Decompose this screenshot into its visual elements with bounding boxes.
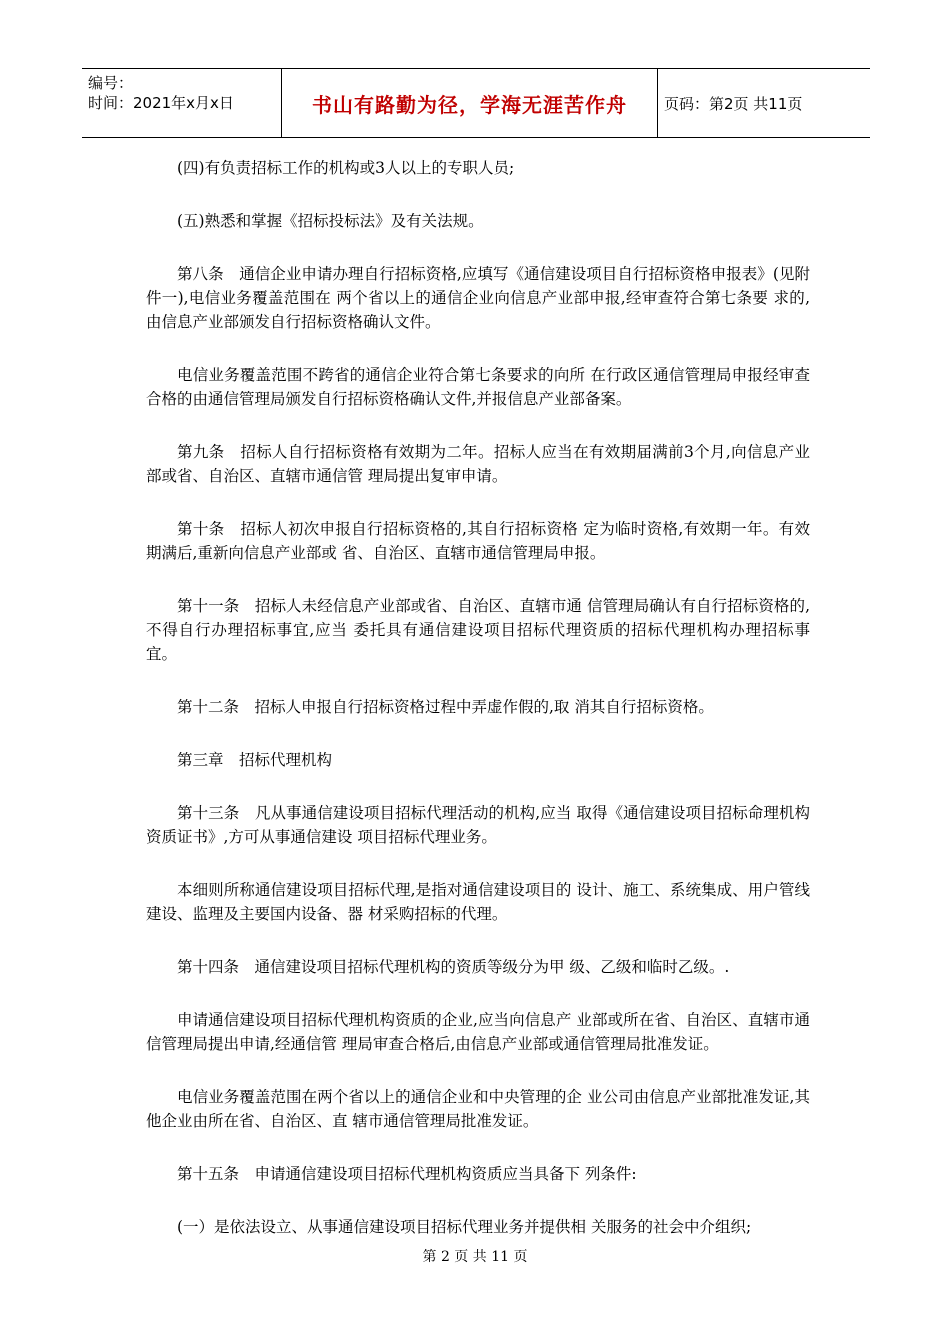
date-line: 时间：2021年x月x日 [88, 94, 234, 112]
paragraph: (四)有负责招标工作的机构或3人以上的专职人员; [177, 159, 515, 177]
chapter-heading: 第三章 招标代理机构 [177, 751, 333, 769]
paragraph: 本细则所称通信建设项目招标代理,是指对通信建设项目的 设计、施工、系统集成、用户管线建设、监理及主要国内设备、器 材采购招标的代理。 [146, 881, 810, 923]
header-meta [82, 69, 282, 137]
serial-label: 编号： [88, 74, 134, 92]
paragraph: 第九条 招标人自行招标资格有效期为二年。招标人应当在有效期届满前3个月,向信息产业部或省、自治区、直辖市通信管 理局提出复审申请。 [146, 443, 810, 485]
paragraph: 第十四条 通信建设项目招标代理机构的资质等级分为甲 级、乙级和临时乙级。. [177, 958, 730, 976]
paragraph: 第十一条 招标人未经信息产业部或省、自治区、直辖市通 信管理局确认有自行招标资格的,不得自行办理招标事宜,应当 委托具有通信建设项目招标代理资质的招标代理机构办理招标事 宜。 [146, 597, 810, 663]
paragraph: 第十二条 招标人申报自行招标资格过程中弄虚作假的,取 消其自行招标资格。 [177, 698, 714, 716]
document-body [146, 156, 810, 1239]
header-page-info: 页码：第2页 共11页 [664, 94, 803, 113]
paragraph: 电信业务覆盖范围不跨省的通信企业符合第七条要求的向所 在行政区通信管理局申报经审查合格的由通信管理局颁发自行招标资格确认文件,并报信息产业部备案。 [146, 366, 810, 408]
paragraph: 第十三条 凡从事通信建设项目招标代理活动的机构,应当 取得《通信建设项目招标命理机构资质证书》,方可从事通信建设 项目招标代理业务。 [146, 804, 810, 846]
paragraph: 电信业务覆盖范围在两个省以上的通信企业和中央管理的企 业公司由信息产业部批准发证,其他企业由所在省、自治区、直 辖市通信管理局批准发证。 [146, 1088, 810, 1130]
paragraph: 第八条 通信企业申请办理自行招标资格,应填写《通信建设项目自行招标资格申报表》(见附件一),电信业务覆盖范围在 两个省以上的通信企业向信息产业部申报,经审查符合第七条要 求的,由信息产业部颁发自行招标资格确认文件。 [146, 265, 810, 331]
paragraph: 第十五条 申请通信建设项目招标代理机构资质应当具备下 列条件: [177, 1165, 637, 1183]
page-footer: 第 2 页 共 11 页 [422, 1249, 528, 1265]
paragraph: (五)熟悉和掌握《招标投标法》及有关法规。 [177, 212, 484, 230]
paragraph: (一）是依法设立、从事通信建设项目招标代理业务并提供相 关服务的社会中介组织; [177, 1218, 752, 1236]
page-header [82, 68, 870, 138]
paragraph: 申请通信建设项目招标代理机构资质的企业,应当向信息产 业部或所在省、自治区、直辖市通信管理局提出申请,经通信管 理局审查合格后,由信息产业部或通信管理局批准发证。 [146, 1011, 810, 1053]
paragraph: 第十条 招标人初次申报自行招标资格的,其自行招标资格 定为临时资格,有效期一年。有效期满后,重新向信息产业部或 省、自治区、直辖市通信管理局申报。 [146, 520, 810, 562]
header-motto: 书山有路勤为径，学海无涯苦作舟 [282, 69, 658, 137]
